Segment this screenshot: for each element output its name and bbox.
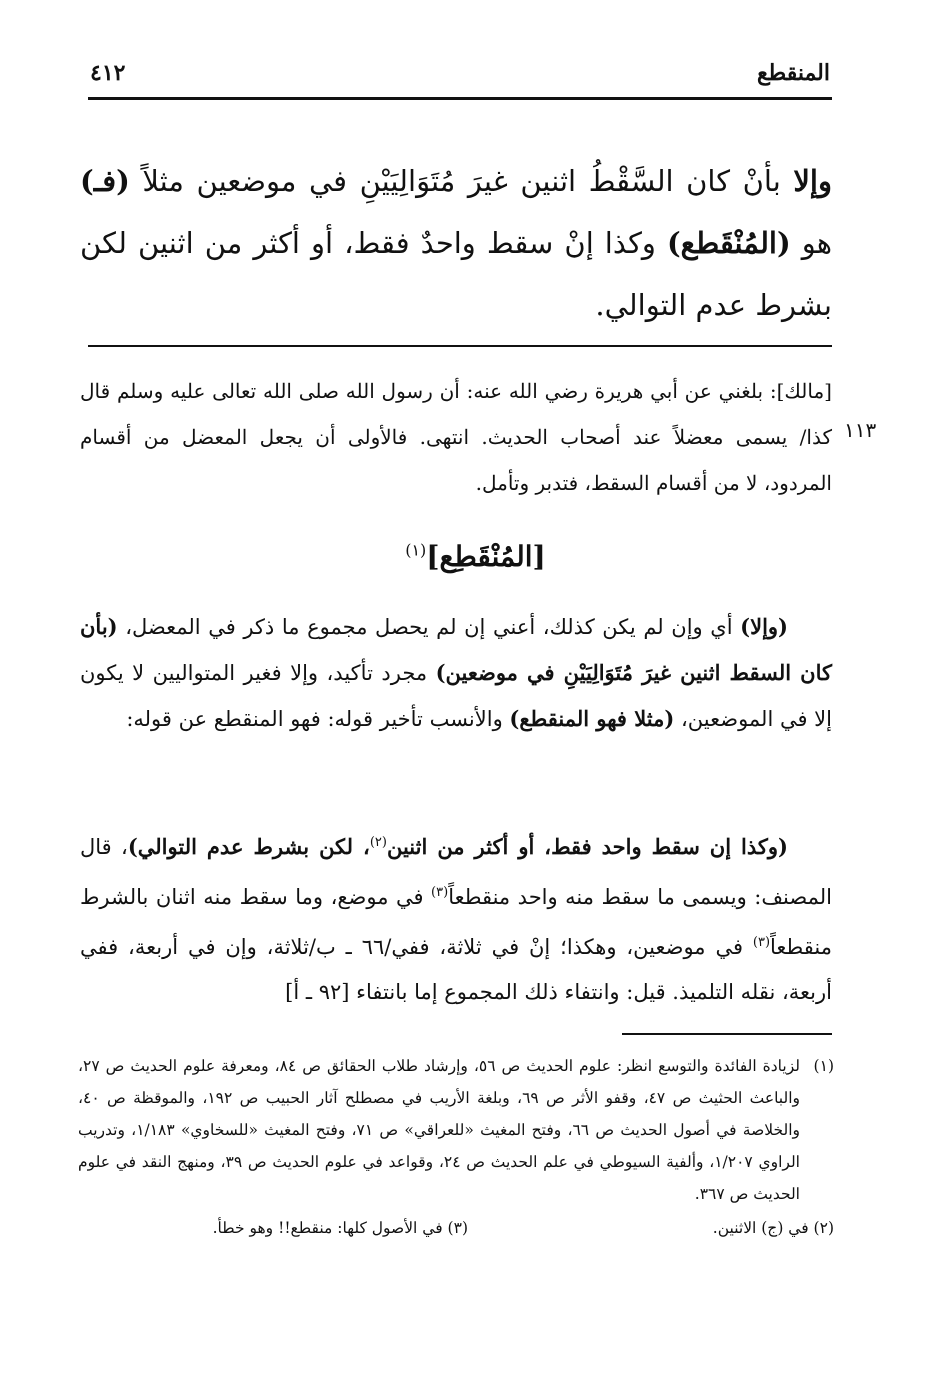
matn-part2: هو [790,226,833,260]
footnote-3: (٣) في الأصول كلها: منقطع!! وهو خطأ. [212,1219,468,1237]
margin-page-number: ١١٣ [844,418,877,442]
sharh1-text-3: والأنسب تأخير قوله: فهو المنقطع عن قوله: [126,707,510,731]
sharh1-text-2: مجرد تأكيد، وإلا فغير المتواليين لا يكون إلا في الموضعين، [80,661,832,731]
footnote-ref-3a: (٣) [431,885,449,900]
matn-text [80,150,832,336]
sharh1-bold-1: (وإلا) [740,614,788,639]
sharh1-text-1: أي وإن لم يكن كذلك، أعني إن لم يحصل مجموع ما ذكر في المعضل، [117,615,741,639]
sharh2-text-1: ، قال المصنف: ويسمى ما سقط منه واحد منقطعاً [80,835,832,909]
sharh2-bold-1: (وكذا إن سقط واحد فقط، أو أكثر من اثنين [386,834,788,859]
section-heading-text: [المُنْقَطِع] [426,540,546,573]
footnote-1-number: (١) [813,1057,834,1075]
matn-divider [88,345,832,347]
footnote-ref-2: (٢) [369,835,387,850]
matn-part1: بأنْ كان السَّقْطُ اثنين غيرَ مُتَوَالِيَيْنِ في موضعين مثلاً [129,164,794,198]
footnotes [78,1050,834,1244]
sharh2-text-2: في موضع، وما سقط منه اثنان بالشرط منقطعاً [80,885,832,959]
matn-bold-fa: (فـ) [80,164,130,198]
footnote-1-text: لزيادة الفائدة والتوسع انظر: علوم الحديث ص ٥٦، وإرشاد طلاب الحقائق ص ٨٤، ومعرفة علوم الحديث ص ٢٧، والباعث الحثيث ص ٤٧، وقفو الأثر ص ٦٩، وبلغة الأريب في مصطلح آثار الحبيب ص ١٩٢، والموقظة ص ٤٠، والخلاصة في أصول الحديث ص ٦٦، وفتح المغيث «للعراقي» ص ٧١، وفتح المغيث «للسخاوي» ١/١٨٣، وتدريب الراوي ١/٢٠٧، وألفية السيوطي في علم الحديث ص ٢٤، وقواعد في علوم الحديث ص ٣٩، ومنهج النقد في علوم الحديث ص ٣٦٧. [78,1057,800,1203]
footnote-rule [622,1033,832,1035]
continued-note: [مالك]: بلغني عن أبي هريرة رضي الله عنه: أن رسول الله صلى الله تعالى عليه وسلم قال كذا/ يسمى معضلاً عند أصحاب الحديث. انتهى. فالأولى أن يجعل المعضل من أقسام المردود، لا من أقسام السقط، فتدبر وتأمل. [80,379,832,495]
running-title: المنقطع [756,60,830,86]
commentary-paragraph-2 [80,820,832,1015]
section-heading [0,540,951,573]
matn-bold-term: (المُنْقَطع) [666,226,791,260]
header-rule [88,97,832,100]
footnote-1 [78,1050,834,1210]
sharh1-bold-3: (مثلا فهو المنقطع) [509,706,675,731]
matn-bold-open: وإلا [793,164,832,198]
page-header [90,58,830,94]
page-number: ٤١٢ [90,60,126,86]
sharh2-text-3: في موضعين، وهكذا؛ إنْ في ثلاثة، ففي/٦٦ ـ ب/ثلاثة، وإن في أربعة، ففي أربعة، نقله التلميذ. قيل: وانتفاء ذلك المجموع إما بانتفاء [٩٢ ـ أ] [80,935,832,1004]
matn-part3: وكذا إنْ سقط واحدٌ فقط، أو أكثر من اثنين لكن بشرط عدم التوالي. [80,226,832,322]
footnote-2: (٢) في (ج) الاثنين. [712,1219,834,1237]
footnote-row [78,1212,834,1244]
commentary-paragraph-1 [80,604,832,742]
footnote-ref-3b: (٣) [752,935,771,950]
sharh1-bold-2: (بأن كان السقط اثنين غيرَ مُتَوَالِيَيْنِ في موضعين) [80,614,832,685]
sharh2-bold-2: ، لكن بشرط عدم التوالي) [127,834,370,859]
section-heading-footnote-ref: (١) [405,540,427,560]
